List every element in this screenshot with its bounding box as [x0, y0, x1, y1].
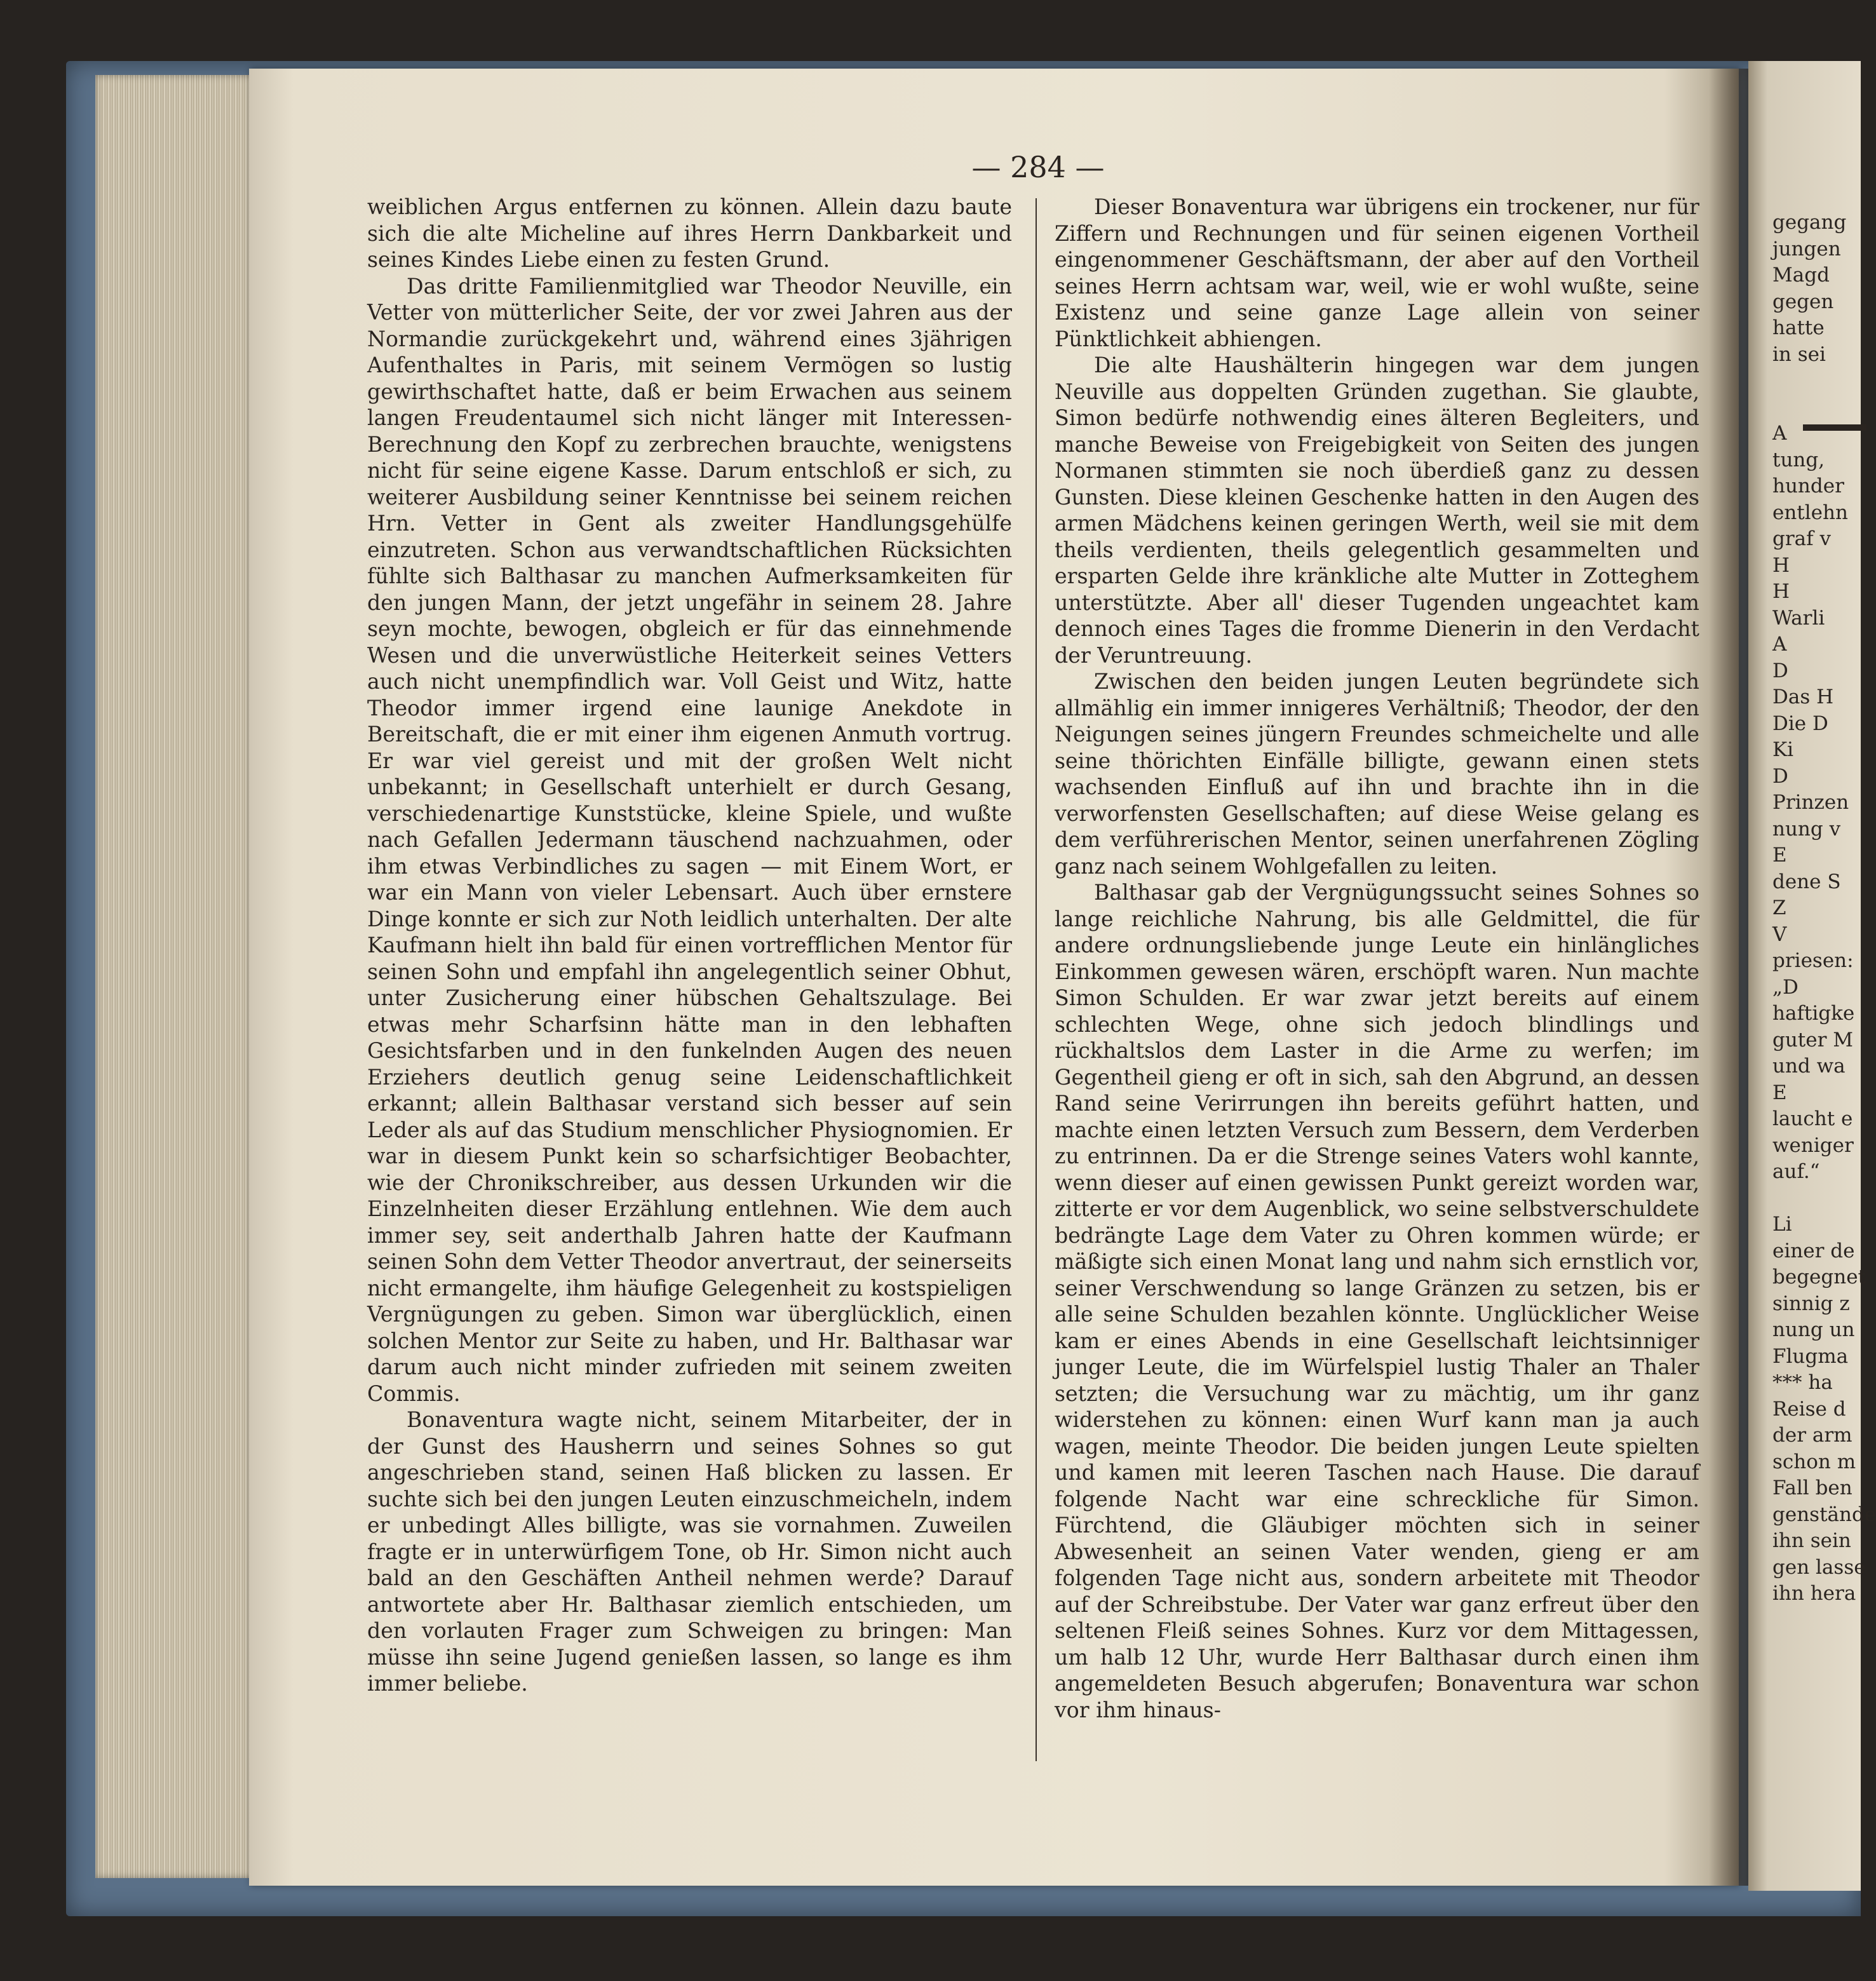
- facing-page-line: in sei: [1772, 342, 1826, 366]
- facing-page-line: Prinzen: [1772, 791, 1849, 814]
- facing-page-line: Ki: [1772, 738, 1794, 761]
- facing-page-line: gegang: [1772, 211, 1847, 234]
- facing-page-line: Warli: [1772, 606, 1825, 630]
- facing-page-line: Das H: [1772, 686, 1834, 708]
- facing-page-line: [1772, 1186, 1868, 1212]
- facing-page-line: [1772, 368, 1868, 395]
- facing-page-line: graf v: [1772, 527, 1831, 550]
- facing-page-line: Z: [1772, 896, 1786, 919]
- facing-page-line: E: [1772, 1081, 1787, 1104]
- facing-page-line: Flugma: [1772, 1344, 1849, 1368]
- facing-page-line: entlehn: [1772, 501, 1848, 524]
- facing-page-line: A: [1772, 422, 1787, 445]
- facing-page-line: begegnet: [1772, 1266, 1866, 1288]
- paragraph: Bonaventura wagte nicht, seinem Mitarbeiter, der in der Gunst des Hausherrn und seines Sohnes so gut angeschrieben stand, seinen Haß blicken zu lassen. Er suchte sich bei den jungen Leuten einzuschmeicheln, indem er unbedingt Alles billigte, was sie vornahmen. Zuweilen fragte er in unterwürfigem Tone, ob Hr. Simon nicht auch bald an den Geschäften Antheil nehmen werde? Darauf antwortete aber Hr. Balthasar ziemlich entschieden, um den vorlauten Frager zum Schweigen zu bringen: Man müsse ihn seine Jugend genießen lassen, so lange es ihm immer beliebe.: [367, 1407, 1012, 1696]
- facing-page-line: *** ha: [1772, 1371, 1833, 1394]
- paragraph: Das dritte Familienmitglied war Theodor Neuville, ein Vetter von mütterlicher Seite, der vor zwei Jahren aus der Normandie zurückgekehrt und, während eines 3jährigen Aufenthaltes in Paris, mit seinem Vermögen so lustig gewirthschaftet hatte, daß er beim Erwachen aus seinem langen Freudentaumel sich nicht länger mit Interessen-Berechnung den Kopf zu zerbrechen brauchte, wenigstens nicht für seine eigene Kasse. Darum entschloß er sich, zu weiterer Ausbildung seiner Kenntnisse bei seinem reichen Hrn. Vetter in Gent als zweiter Handlungsgehülfe einzutreten. Schon aus verwandtschaftlichen Rücksichten fühlte sich Balthasar zu manchen Aufmerksamkeiten für den jungen Mann, der jetzt ungefähr in seinem 28. Jahre seyn mochte, bewogen, obgleich er für das einnehmende Wesen und die unverwüstliche Heiterkeit seines Vetters auch nicht unempfindlich war. Voll Geist und Witz, hatte Theodor immer irgend eine launige Anekdote in Bereitschaft, die er mit einer ihm eigenen Anmuth vortrug. Er war viel gereist und mit der großen Welt nicht unbekannt; in Gesellschaft unterhielt er durch Gesang, verschiedenartige Kunststücke, kleine Spiele, und wußte nach Gefallen Jedermann täuschend nachzuahmen, oder ihm etwas Verbindliches zu sagen — mit Einem Wort, er war ein Mann von vieler Lebensart. Auch über ernstere Dinge konnte er sich zur Noth leidlich unterhalten. Der alte Kaufmann hielt ihn bald für einen vortrefflichen Mentor für seinen Sohn und empfahl ihn angelegentlich seiner Obhut, unter Zusicherung einer hübschen Gehaltszulage. Bei etwas mehr Scharfsinn hätte man in den lebhaften Gesichtsfarben und in den funkelnden Augen des neuen Erziehers deutlich genug seine Leidenschaftlichkeit erkannt; allein Balthasar verstand sich besser auf sein Leder als auf das Studium menschlicher Physiognomien. Er war in diesem Punkt kein so scharfsichtiger Beobachter, wie der Chronikschreiber, aus dessen Urkunden wir die Einzelnheiten dieser Erzählung entlehnen. Wie dem auch immer sey, seit anderthalb Jahren hatte der Kaufmann seinen Sohn dem Vetter Theodor anvertraut, der seinerseits nicht ermangelte, ihm häufige Gelegenheit zu kostspieligen Vergnügungen zu geben. Simon war überglücklich, einen solchen Mentor zur Seite zu haben, und Hr. Balthasar war darum auch nicht minder zufrieden mit seinem zweiten Commis.: [367, 273, 1012, 1406]
- paragraph: Balthasar gab der Vergnügungssucht seines Sohnes so lange reichliche Nahrung, bis alle Geldmittel, die für andere ordnungsliebende junge Leute ein hinlängliches Einkommen gewesen wären, erschöpft waren. Nun machte Simon Schulden. Er war zwar jetzt bereits auf einem schlechten Wege, ohne sich jedoch blindlings und rückhaltslos dem Laster in die Arme zu werfen; im Gegentheil gieng er oft in sich, sah den Abgrund, an dessen Rand seine Verirrungen ihn bereits geführt hatten, und machte einen letzten Versuch zum Bessern, dem Verderben zu entrinnen. Da er die Strenge seines Vaters wohl kannte, wenn dieser auf einen gewissen Punkt gereizt worden war, zitterte er vor dem Augenblick, wo seine selbstverschuldete bedrängte Lage dem Vater zu Ohren kommen würde; er mäßigte sich einen Monat lang und nahm sich ernstlich vor, seiner Verschwendung so lange Gränzen zu setzen, bis er alle seine Schulden bezahlen könnte. Unglücklicher Weise kam er eines Abends in eine Gesellschaft leichtsinniger junger Leute, die im Würfelspiel lustig Thaler an Thaler setzten; die Versuchung war zu mächtig, um ihr ganz widerstehen zu können: einen Wurf kann man ja auch wagen, meinte Theodor. Die beiden jungen Leute spielten und kamen mit leeren Taschen nach Hause. Die darauf folgende Nacht war eine schreckliche für Simon. Fürchtend, die Gläubiger möchten sich in seiner Abwesenheit an seinen Vater wenden, gieng er am folgenden Tage nicht aus, sondern arbeitete mit Theodor auf der Schreibstube. Der Vater war ganz erfreut über den seltenen Fleiß seines Sohnes. Kurz vor dem Mittagessen, um halb 12 Uhr, wurde Herr Balthasar durch einen ihm angemeldeten Besuch abgerufen; Bonaventura war schon vor ihm hinaus-: [1055, 880, 1699, 1722]
- facing-page-line: „D: [1772, 975, 1798, 999]
- facing-page-line: genstände: [1772, 1503, 1876, 1526]
- facing-page-line: sinnig z: [1772, 1292, 1850, 1315]
- facing-page-line: nung un: [1772, 1318, 1855, 1341]
- facing-page-line: guter M: [1772, 1028, 1854, 1051]
- page-edges: [95, 75, 254, 1878]
- paragraph: Die alte Haushälterin hingegen war dem jungen Neuville aus doppelten Gründen zugethan. Sie glaubte, Simon bedürfe nothwendig eines älteren Begleiters, und manche Beweise von Freigebigkeit von Seiten des jungen Normanen stimmten sie noch überdieß ganz zu dessen Gunsten. Diese kleinen Geschenke hatten in den Augen des armen Mädchens keinen geringen Werth, weil sie mit dem theils verdienten, theils gelegentlich gesammelten und ersparten Gelde ihre kränkliche alte Mutter in Zotteghem unterstützte. Aber all' dieser Tugenden ungeachtet kam dennoch eines Tages die fromme Dienerin in den Verdacht der Veruntreuung.: [1055, 353, 1699, 668]
- facing-page-line: Magd: [1772, 264, 1830, 287]
- facing-page-line: laucht e: [1772, 1107, 1853, 1130]
- facing-page-line: einer de: [1772, 1239, 1855, 1262]
- facing-page-line: und wa: [1772, 1055, 1846, 1078]
- facing-page-line: der arm: [1772, 1424, 1852, 1447]
- paragraph: weiblichen Argus entfernen zu können. Allein dazu baute sich die alte Micheline auf ihres Herrn Dankbarkeit und seines Kindes Liebe einen zu festen Grund.: [367, 194, 1012, 272]
- facing-page-line: gegen: [1772, 290, 1834, 313]
- facing-page-line: ihn sein: [1772, 1529, 1851, 1552]
- facing-page-line: haftigke: [1772, 1002, 1855, 1025]
- facing-page-line: ihn hera: [1772, 1582, 1856, 1605]
- facing-page-line: weniger: [1772, 1133, 1854, 1157]
- page-number: — 284 —: [971, 150, 1105, 184]
- facing-page-line: D: [1772, 659, 1788, 682]
- facing-page-line: E: [1772, 844, 1787, 867]
- column-divider: [1036, 198, 1037, 1761]
- facing-page-line: Li: [1772, 1213, 1792, 1236]
- facing-page-text: [1772, 210, 1876, 1607]
- facing-page-line: tung,: [1772, 448, 1825, 471]
- facing-page-line: hunder: [1772, 475, 1844, 497]
- facing-page-line: H: [1772, 580, 1790, 603]
- facing-page-line: Fall ben: [1772, 1477, 1852, 1499]
- facing-page-line: V: [1772, 923, 1787, 946]
- facing-page-line: [1772, 395, 1868, 421]
- facing-page-line: priesen:: [1772, 949, 1854, 972]
- facing-page-line: dene S: [1772, 870, 1841, 893]
- facing-page-line: A: [1772, 633, 1787, 656]
- facing-page-line: D: [1772, 764, 1788, 788]
- facing-page-line: H: [1772, 553, 1790, 577]
- facing-page-line: jungen: [1772, 237, 1841, 260]
- facing-page-line: Reise d: [1772, 1397, 1846, 1421]
- facing-page-line: hatte: [1772, 316, 1825, 339]
- left-text-column: [367, 194, 1012, 1697]
- facing-page-line: gen lasse: [1772, 1555, 1866, 1579]
- paragraph: Dieser Bonaventura war übrigens ein trockener, nur für Ziffern und Rechnungen und für seinen eigenen Vortheil eingenommener Geschäftsmann, der aber auf den Vortheil seines Herrn achtsam war, weil, wie er wohl wußte, seine Existenz und seine ganze Lage allein von seiner Pünktlichkeit abhiengen.: [1055, 194, 1699, 351]
- facing-page-line: auf.“: [1772, 1160, 1820, 1183]
- paragraph: Zwischen den beiden jungen Leuten begründete sich allmählig ein immer innigeres Verhältniß; Theodor, der den Neigungen seines jüngern Freundes schmeichelte und alle seine thörichten Einfälle billigte, gewann einen stets wachsenden Einfluß auf ihn und brachte ihn in die verworfensten Gesellschaften; auf diese Weise gelang es dem verführerischen Mentor, seinen unerfahrenen Zögling ganz nach seinem Wohlgefallen zu leiten.: [1055, 669, 1699, 879]
- facing-page-line: nung v: [1772, 817, 1841, 841]
- facing-page-line: schon m: [1772, 1450, 1856, 1473]
- facing-page-line: Die D: [1772, 712, 1828, 735]
- right-text-column: [1055, 194, 1699, 1723]
